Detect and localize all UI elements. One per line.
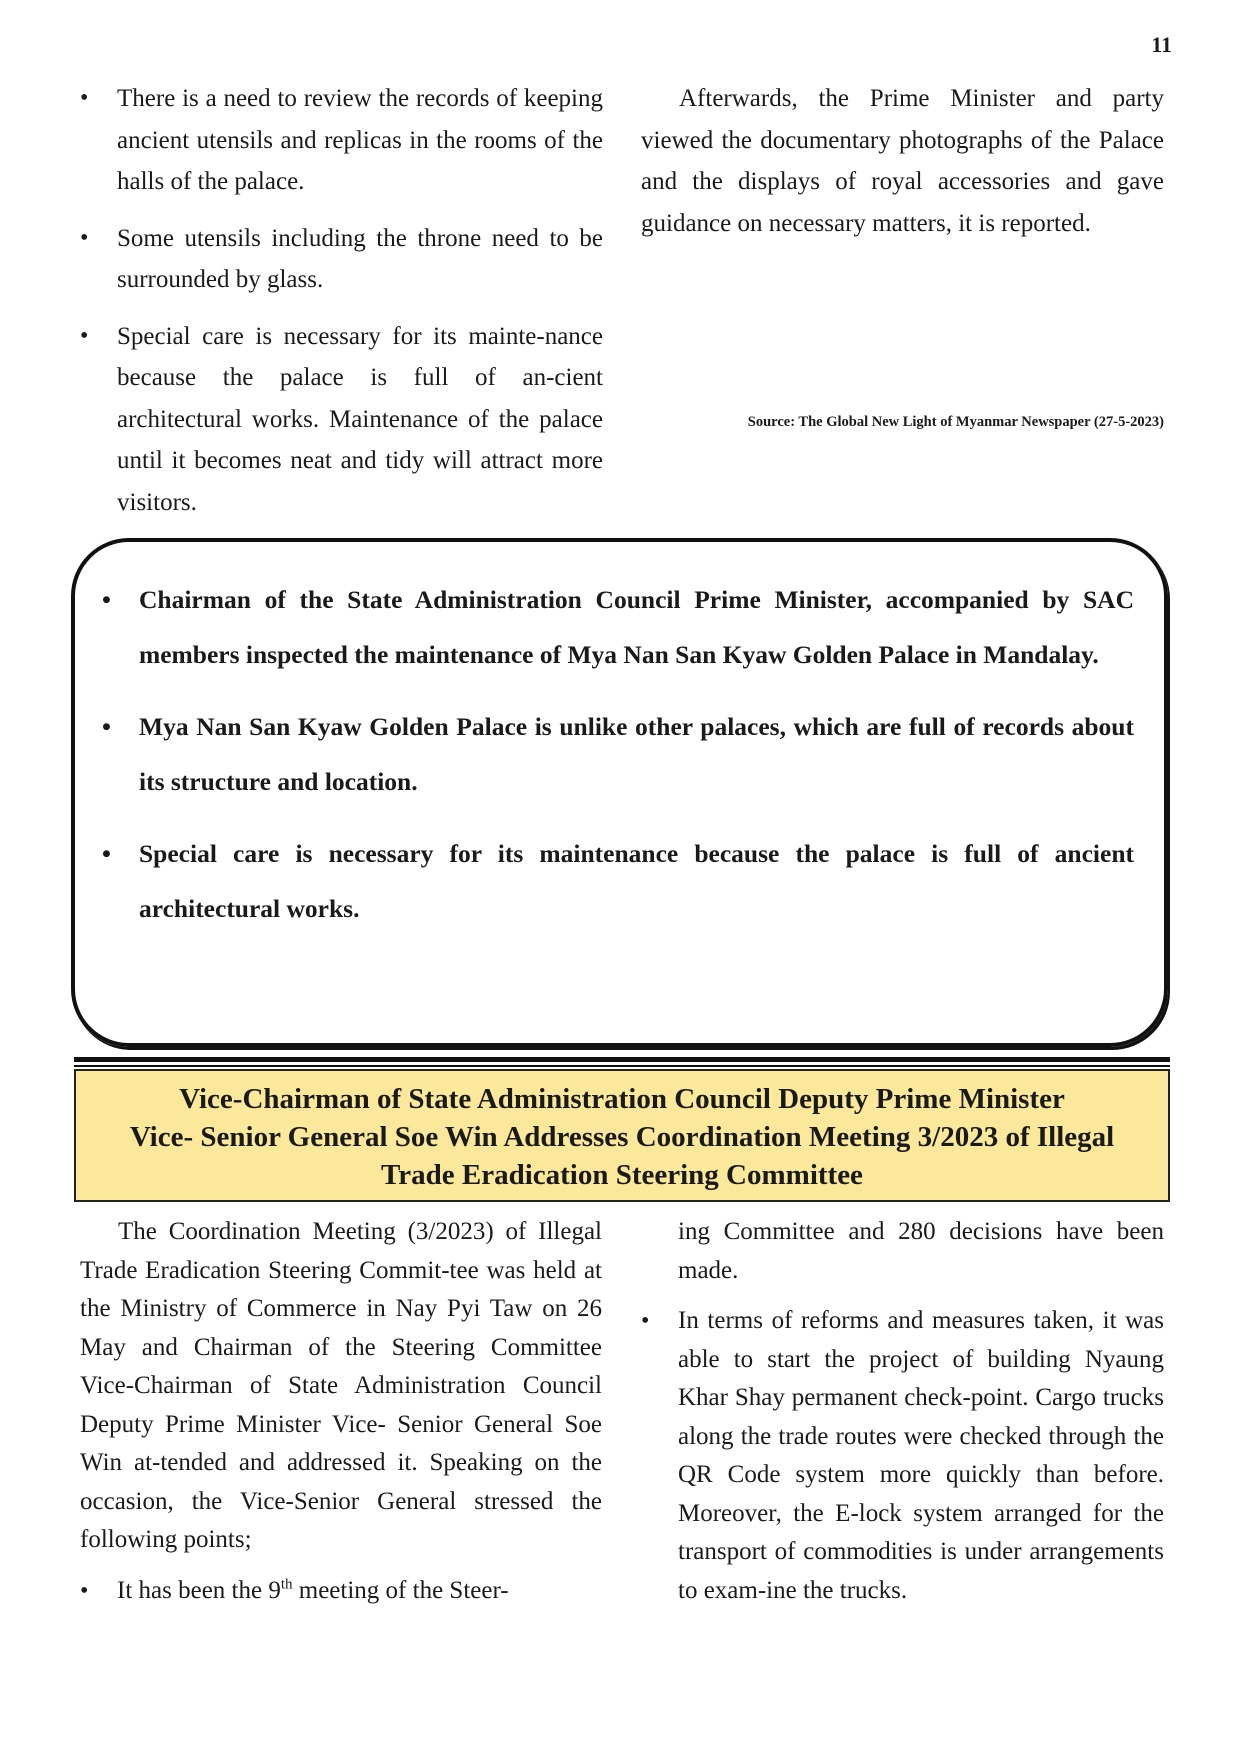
headline-line-3: Trade Eradication Steering Committee [381,1159,863,1191]
headline-line-2: Vice- Senior General Soe Win Addresses Coordination Meeting 3/2023 of Illegal [129,1121,1115,1153]
ordinal-superscript: th [280,1576,293,1593]
closing-paragraph: Afterwards, the Prime Minister and party viewed the documentary photographs of the Palace and the displays of royal accessories and gave guidance on necessary matters, it is reported. [641,85,1164,237]
bottom-right-column [641,1213,1164,1622]
top-left-bullet-list [80,78,603,523]
top-right-column [641,78,1164,244]
list-item [80,1572,602,1611]
bottom-right-bullet-list [641,1213,1164,1610]
list-item: • There is a need to review the records of keeping ancient utensils and replicas in the rooms of the halls of the palace. [80,78,603,203]
source-credit: Source: The Global New Light of Myanmar Newspaper (27-5-2023) [747,414,1164,430]
divider-rule-thin [74,1065,1170,1067]
bottom-left-bullet-list [80,1572,602,1611]
bullet-text-end: meeting of the Steer- [292,1576,509,1604]
intro-paragraph: The Coordination Meeting (3/2023) of Illegal Trade Eradication Steering Commit-tee was held at the Ministry of Commerce in Nay Pyi Taw on 26 May and Chairman of the Steering Committee Vice-Chairman of State Administration Council Deputy Prime Minister Vice- Senior General Soe Win at-tended and addressed it. Speaking on the occasion, the Vice-Senior General stressed the following points; [80,1218,602,1553]
summary-box [71,538,1168,1047]
bullet-text-start: It has been the 9 [117,1576,281,1604]
summary-bullet-list [75,542,1164,936]
article-headline [74,1069,1170,1202]
summary-bullet: • Mya Nan San Kyaw Golden Palace is unlike other palaces, which are full of records about its structure and location. [139,699,1134,809]
summary-bullet: • Special care is necessary for its maintenance because the palace is full of ancient architectural works. [139,826,1134,936]
bullet-continuation: ing Committee and 280 decisions have been made. [678,1218,1164,1284]
list-item: • Special care is necessary for its mainte-nance because the palace is full of an-cient architectural works. Maintenance of the palace until it becomes neat and tidy will attract more visitors. [80,316,603,524]
top-left-column [80,78,603,538]
list-item: • In terms of reforms and measures taken, it was able to start the project of building Nyaung Khar Shay permanent check-point. Cargo trucks along the trade routes were checked through the QR Code system more quickly than before. Moreover, the E-lock system arranged for the transport of commodities is under arrangements to exam-ine the trucks. [641,1302,1164,1610]
summary-bullet: • Chairman of the State Administration Council Prime Minister, accompanied by SAC members inspected the maintenance of Mya Nan San Kyaw Golden Palace in Mandalay. [139,572,1134,682]
page-number: 11 [1151,32,1172,57]
list-item: • Some utensils including the throne need to be surrounded by glass. [80,218,603,301]
headline-line-1: Vice-Chairman of State Administration Council Deputy Prime Minister [179,1083,1065,1115]
divider-rule [74,1057,1170,1062]
bottom-left-column [80,1213,602,1622]
